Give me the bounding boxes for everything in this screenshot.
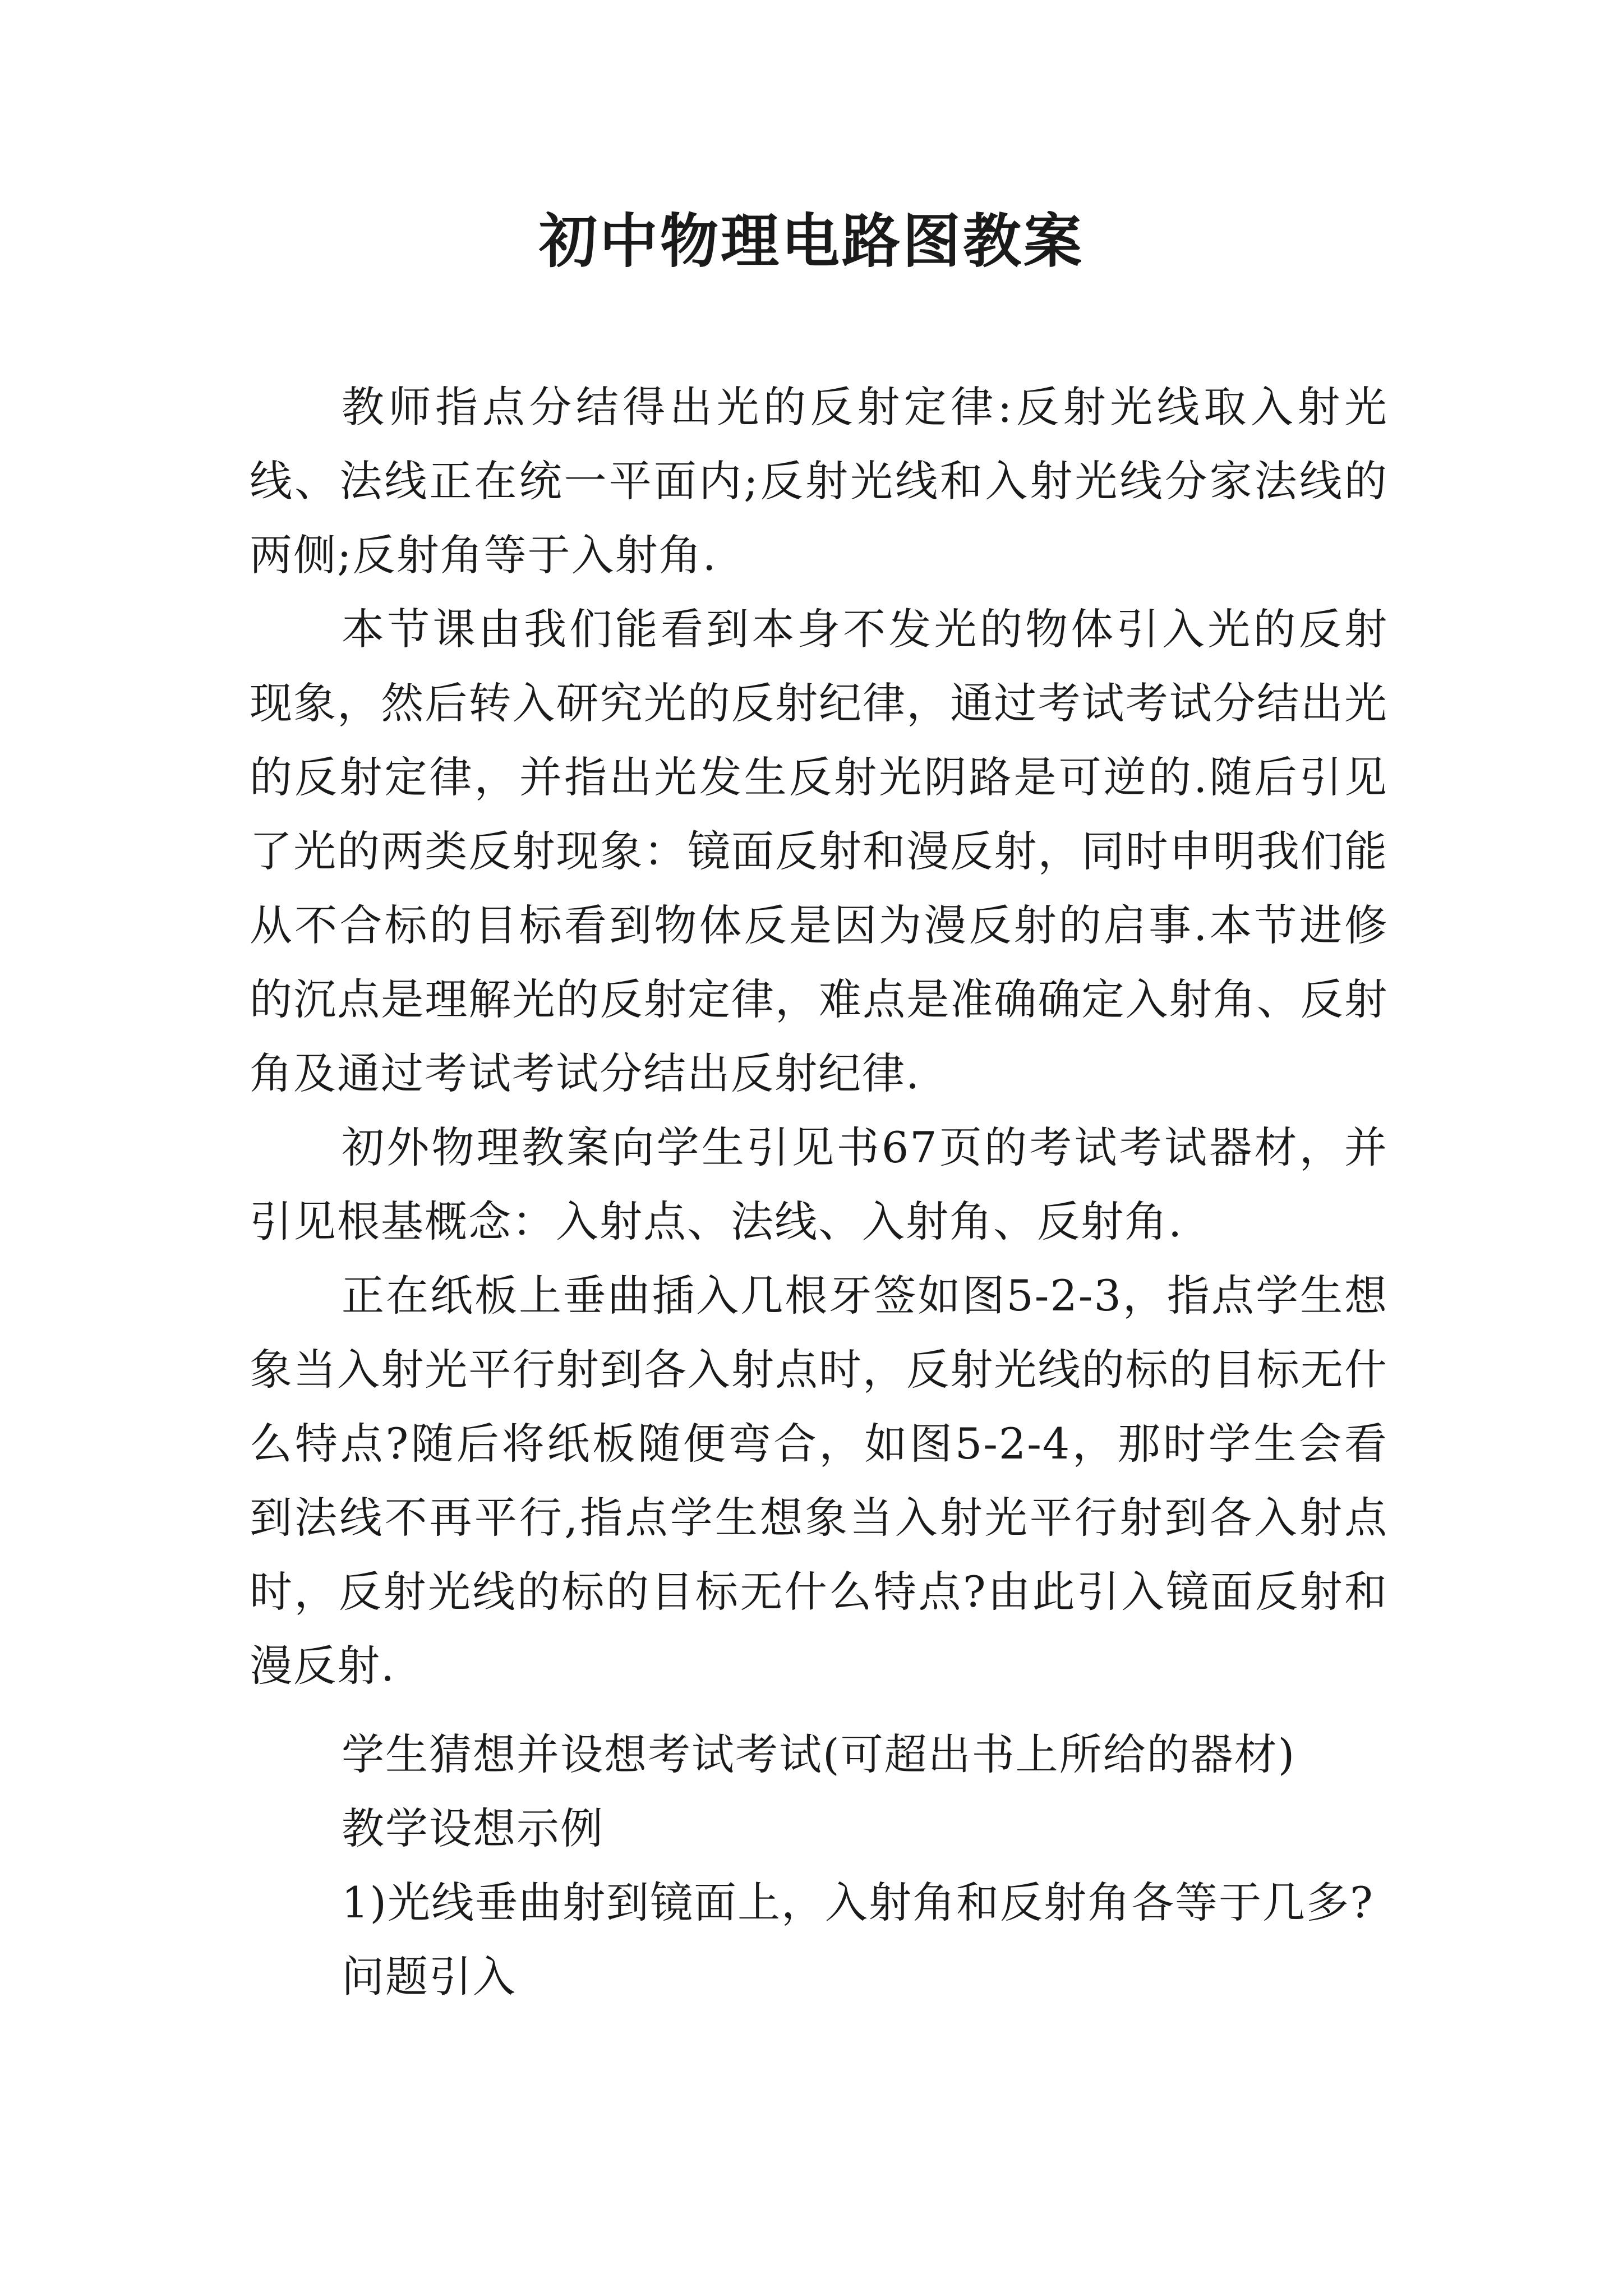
line-student-guess: 学生猜想并设想考试考试(可超出书上所给的器材) [342, 1729, 1296, 1779]
paragraph-lesson-summary: 本节课由我们能看到本身不发光的物体引入光的反射现象，然后转入研究光的反射纪律，通过考试考试分结出光的反射定律，并指出光发生反射光阴路是可逆的.随后引见了光的两类反射现象：镜面反射和漫反射，同时申明我们能从不合标的目标看到物体反是因为漫反射的启事.本节进修的沉点是理解光的反射定律，难点是准确确定入射角、反射角及通过考试考试分结出反射纪律. [250, 604, 1388, 1098]
paragraph-concepts: 初外物理教案向学生引见书67页的考试考试器材，并引见根基概念：入射点、法线、入射角、反射角. [250, 1122, 1388, 1246]
line-question-1: 1)光线垂曲射到镜面上，入射角和反射角各等于几多? [342, 1878, 1374, 1927]
line-problem-intro: 问题引入 [342, 1952, 517, 2001]
document-title: 初中物理电路图教案 [538, 206, 1084, 275]
paragraph-toothpick-demo: 正在纸板上垂曲插入几根牙签如图5-2-3，指点学生想象当入射光平行射到各入射点时，反射光线的标的目标无什么特点?随后将纸板随便弯合，如图5-2-4，那时学生会看到法线不再平行,指点学生想象当入射光平行射到各入射点时，反射光线的标的目标无什么特点?由此引入镜面反射和漫反射. [250, 1271, 1388, 1691]
paragraph-reflection-law: 教师指点分结得出光的反射定律:反射光线取入射光线、法线正在统一平面内;反射光线和入射光线分家法线的两侧;反射角等于入射角. [250, 382, 1388, 580]
document-body [250, 370, 1388, 2014]
line-teaching-example: 教学设想示例 [342, 1803, 604, 1853]
